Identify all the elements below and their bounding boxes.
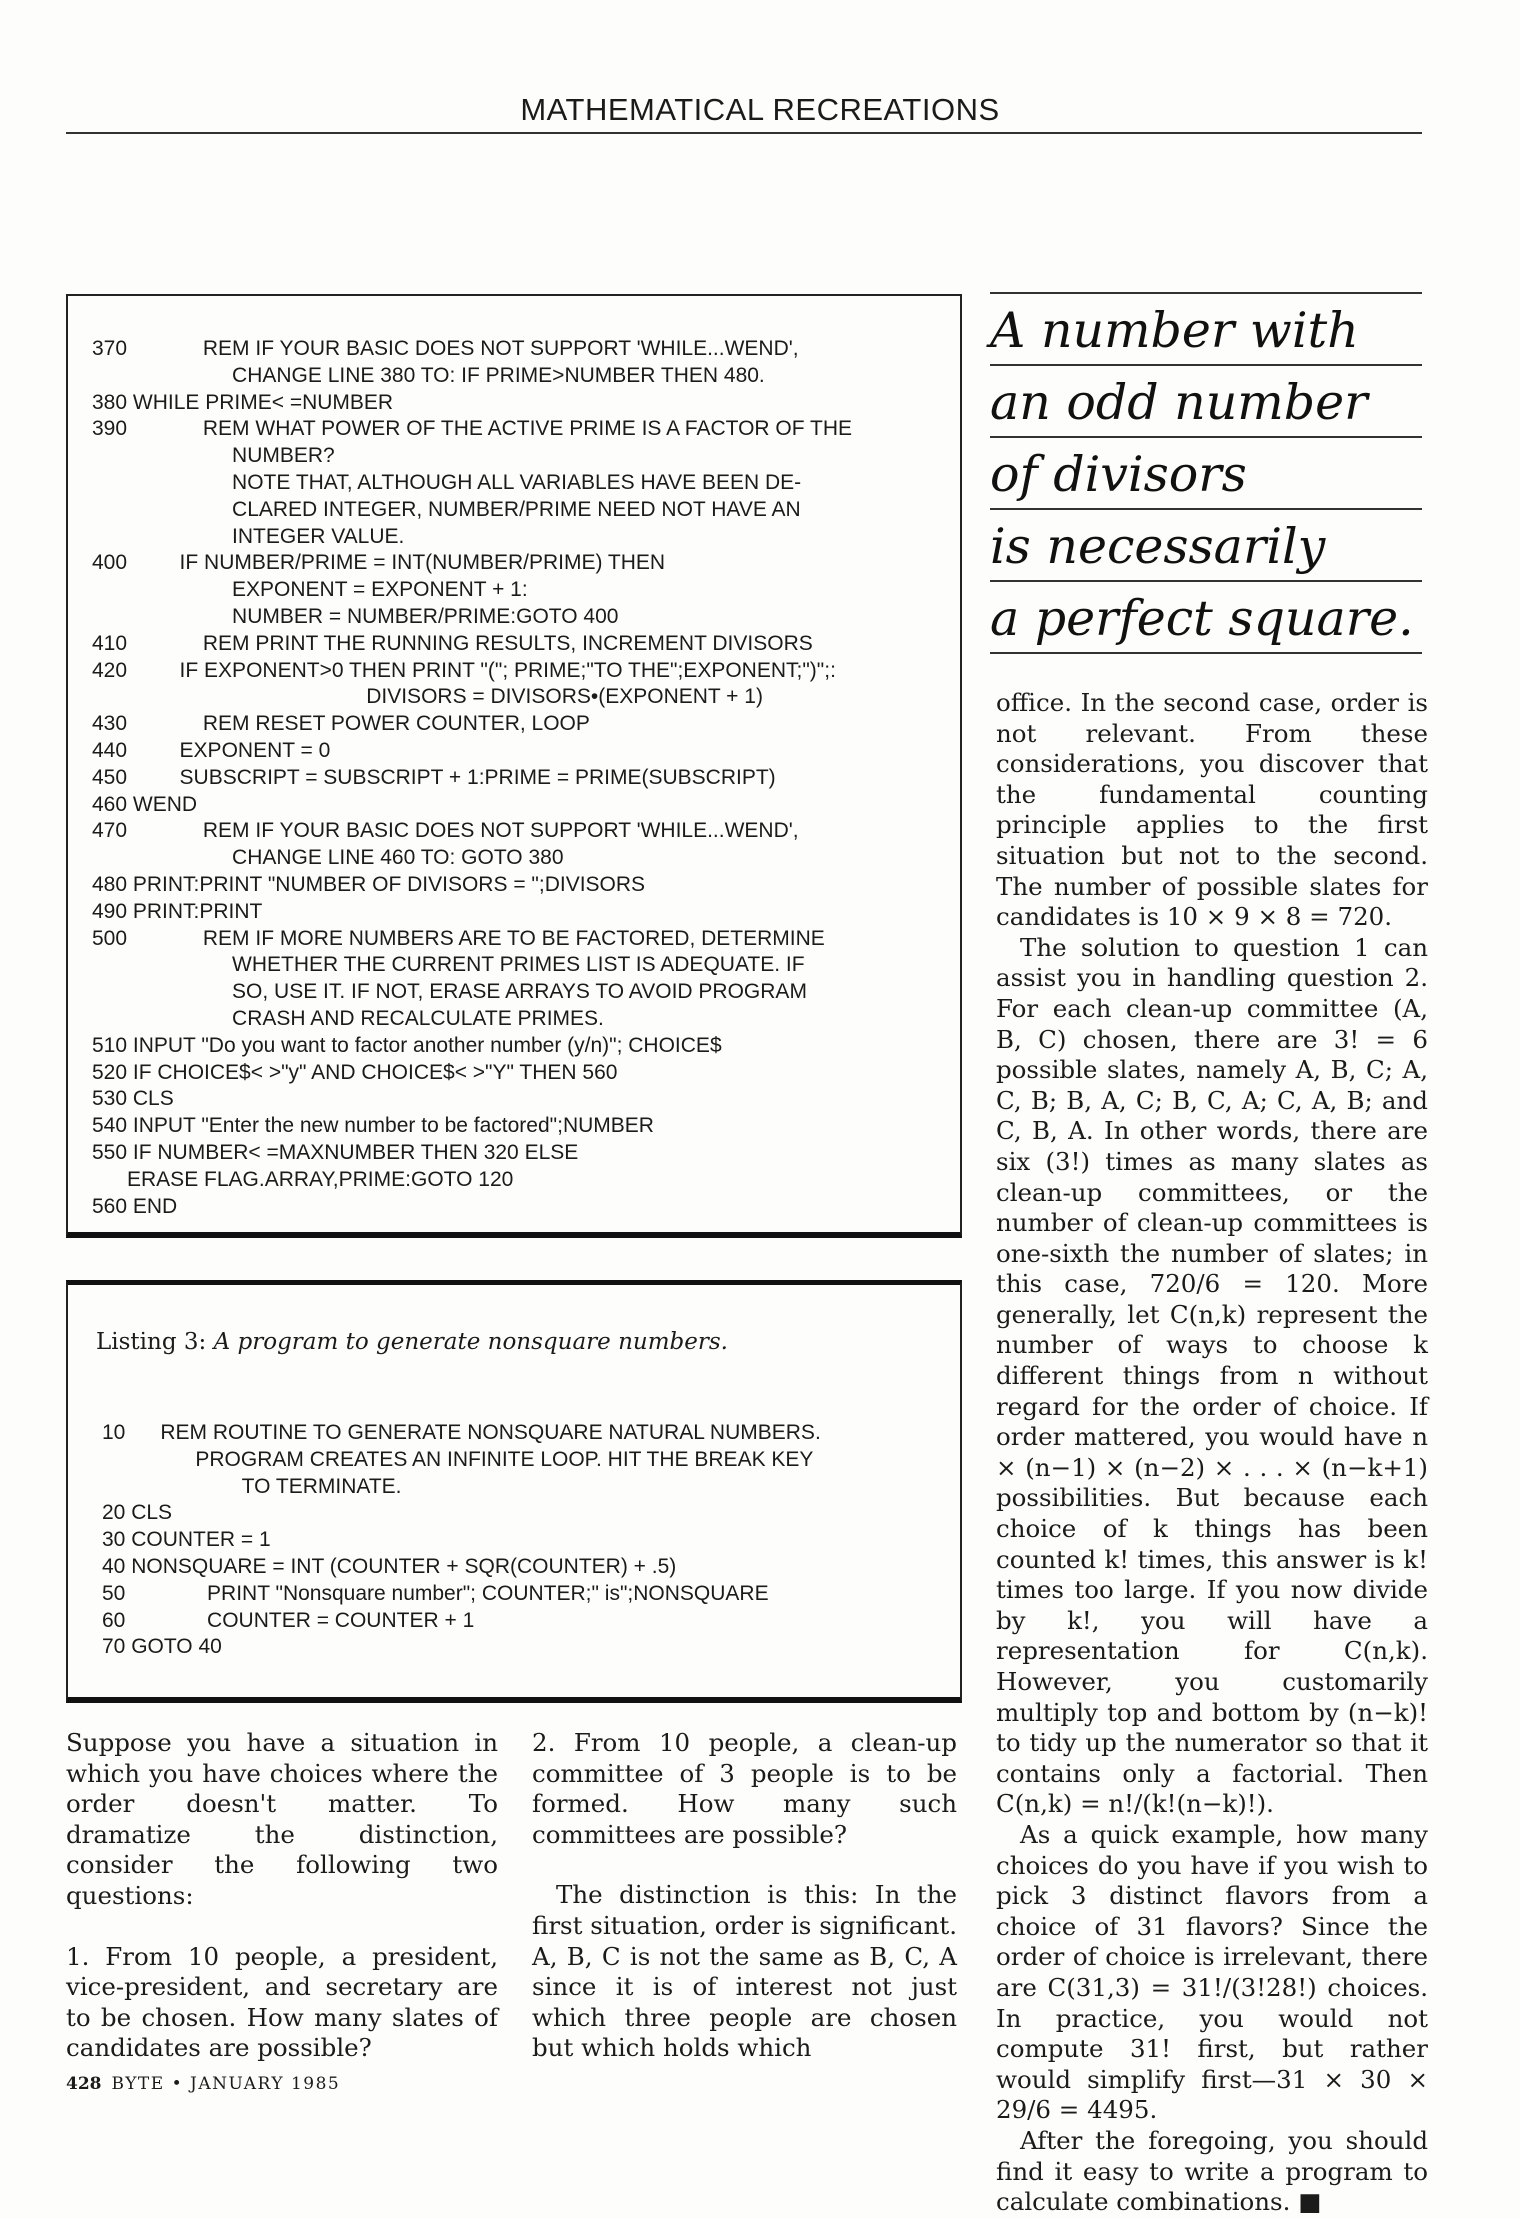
publication-info: BYTE • JANUARY 1985 [111, 2074, 341, 2094]
code-line: 530 CLS [92, 1087, 174, 1111]
code-line: 420 IF EXPONENT>0 THEN PRINT "("; PRIME;"TO THE";EXPONENT;")";: [92, 658, 836, 682]
code-line: 510 INPUT "Do you want to factor another number (y/n)"; CHOICE$ [92, 1033, 722, 1057]
page-number: 428 [66, 2074, 102, 2094]
header-divider [66, 132, 1422, 134]
code-line: 500 REM IF MORE NUMBERS ARE TO BE FACTORED, DETERMINE [92, 926, 825, 950]
code-line: CLARED INTEGER, NUMBER/PRIME NEED NOT HAVE AN [92, 497, 801, 521]
code-line: WHETHER THE CURRENT PRIMES LIST IS ADEQUATE. IF [92, 953, 805, 977]
code-line: 490 PRINT:PRINT [92, 899, 263, 923]
code-line: ERASE FLAG.ARRAY,PRIME:GOTO 120 [92, 1167, 514, 1191]
code-line: 20 CLS [102, 1501, 173, 1525]
pull-quote-line: a perfect square. [990, 590, 1414, 647]
paragraph: office. In the second case, order is not relevant. From these considerations, you discover that the fundamental counting principle applies to the first situation but not to the second. The number of possible slates for candidates is 10 × 9 × 8 = 720. [996, 688, 1428, 932]
paragraph: Suppose you have a situation in which you have choices where the order doesn't matter. To dramatize the distinction, consider the following two questions: [66, 1728, 498, 1910]
code-line: 460 WEND [92, 792, 198, 816]
code-line: 430 REM RESET POWER COUNTER, LOOP [92, 712, 590, 736]
code-line: 60 COUNTER = COUNTER + 1 [102, 1608, 475, 1632]
article-column-left [66, 1728, 498, 2064]
listing-3-caption [96, 1329, 728, 1355]
code-line: SO, USE IT. IF NOT, ERASE ARRAYS TO AVOID PROGRAM [92, 980, 807, 1004]
paragraph: The solution to question 1 can assist you in handling question 2. For each clean-up committee (A, B, C) chosen, there are 3! = 6 possible slates, namely A, B, C; A, C, B; B, A, C; B, C, A; C, A, B; and C, B, A. In other words, there are six (3!) times as many slates as clean-up committees, or the number of clean-up committees is one-sixth the number of slates; in this case, 720/6 = 120. More generally, let C(n,k) represent the number of ways to choose k different things from n without regard for the order of choice. If order mattered, you would have n × (n−1) × (n−2) × . . . × (n−k+1) possibilities. But because each choice of k things has been counted k! times, this answer is k! times too large. If you now divide by k!, you will have a representation for C(n,k). However, you customarily multiply top and bottom by (n−k)! to tidy up the numerator so that it contains only a factorial. Then C(n,k) = n!/(k!(n−k)!). [996, 932, 1428, 1819]
code-line: TO TERMINATE. [102, 1474, 402, 1498]
listing-top-code [92, 336, 852, 1220]
paragraph: 1. From 10 people, a president, vice-president, and secretary are to be chosen. How many slates of candidates are possible? [66, 1941, 498, 2063]
listing-3-box [66, 1280, 962, 1703]
code-line: 10 REM ROUTINE TO GENERATE NONSQUARE NATURAL NUMBERS. [102, 1421, 821, 1444]
paragraph: 2. From 10 people, a clean-up committee of 3 people is to be formed. How many such committees are possible? [532, 1728, 957, 1849]
code-line: 470 REM IF YOUR BASIC DOES NOT SUPPORT 'WHILE...WEND', [92, 819, 799, 843]
pull-quote-line: of divisors [990, 446, 1247, 503]
section-header: MATHEMATICAL RECREATIONS [520, 92, 1000, 127]
paragraph: The distinction is this: In the first situation, order is significant. A, B, C is not the same as B, C, A since it is of interest not just which three people are chosen but which holds which [532, 1880, 957, 2063]
code-line: INTEGER VALUE. [92, 524, 405, 548]
code-line: 40 NONSQUARE = INT (COUNTER + SQR(COUNTER) + .5) [102, 1554, 677, 1578]
code-line: 560 END [92, 1194, 178, 1218]
pull-quote-line: A number with [990, 302, 1359, 359]
code-line: CHANGE LINE 460 TO: GOTO 380 [92, 846, 564, 870]
code-line: 450 SUBSCRIPT = SUBSCRIPT + 1:PRIME = PRIME(SUBSCRIPT) [92, 765, 776, 789]
page-footer [66, 2074, 340, 2094]
code-line: 30 COUNTER = 1 [102, 1528, 271, 1552]
code-line: NUMBER? [92, 444, 335, 468]
code-line: 440 EXPONENT = 0 [92, 738, 331, 762]
code-line: 70 GOTO 40 [102, 1635, 222, 1659]
code-line: DIVISORS = DIVISORS•(EXPONENT + 1) [92, 685, 763, 709]
code-line: EXPONENT = EXPONENT + 1: [92, 578, 528, 602]
code-line: PROGRAM CREATES AN INFINITE LOOP. HIT THE BREAK KEY [102, 1447, 814, 1471]
listing-3-label: Listing 3: [96, 1329, 207, 1355]
paragraph: After the foregoing, you should find it easy to write a program to calculate combinations. ■ [996, 2125, 1428, 2217]
code-line: 370 REM IF YOUR BASIC DOES NOT SUPPORT 'WHILE...WEND', [92, 337, 799, 360]
code-line: 50 PRINT "Nonsquare number"; COUNTER;" is";NONSQUARE [102, 1581, 769, 1605]
paragraph: As a quick example, how many choices do you have if you wish to pick 3 distinct flavors from a choice of 31 flavors? Since the order of choice is irrelevant, there are C(31,3) = 31!/(3!28!) choices. In practice, you would not compute 31! first, but rather would simplify first—31 × 30 × 29/6 = 4495. [996, 1819, 1428, 2125]
pull-quote [990, 292, 1422, 654]
article-column-middle [532, 1728, 957, 2064]
code-line: NOTE THAT, ALTHOUGH ALL VARIABLES HAVE BEEN DE- [92, 470, 802, 494]
code-line: 480 PRINT:PRINT "NUMBER OF DIVISORS = ";DIVISORS [92, 872, 646, 896]
code-line: 540 INPUT "Enter the new number to be factored";NUMBER [92, 1114, 654, 1138]
listing-3-title: A program to generate nonsquare numbers. [213, 1329, 728, 1355]
code-line: 380 WHILE PRIME< =NUMBER [92, 390, 394, 414]
code-line: NUMBER = NUMBER/PRIME:GOTO 400 [92, 604, 619, 628]
code-line: 520 IF CHOICE$< >"y" AND CHOICE$< >"Y" THEN 560 [92, 1060, 618, 1084]
code-line: CHANGE LINE 380 TO: IF PRIME>NUMBER THEN 480. [92, 363, 765, 387]
pull-quote-line: an odd number [990, 374, 1368, 431]
listing-top-box [66, 294, 962, 1238]
code-line: 550 IF NUMBER< =MAXNUMBER THEN 320 ELSE [92, 1140, 579, 1164]
code-line: 400 IF NUMBER/PRIME = INT(NUMBER/PRIME) THEN [92, 551, 666, 575]
code-line: 390 REM WHAT POWER OF THE ACTIVE PRIME IS A FACTOR OF THE [92, 417, 853, 441]
article-column-right [996, 688, 1428, 2218]
code-line: CRASH AND RECALCULATE PRIMES. [92, 1006, 604, 1030]
listing-3-code [102, 1420, 821, 1661]
code-line: 410 REM PRINT THE RUNNING RESULTS, INCREMENT DIVISORS [92, 631, 813, 655]
pull-quote-line: is necessarily [990, 518, 1326, 575]
